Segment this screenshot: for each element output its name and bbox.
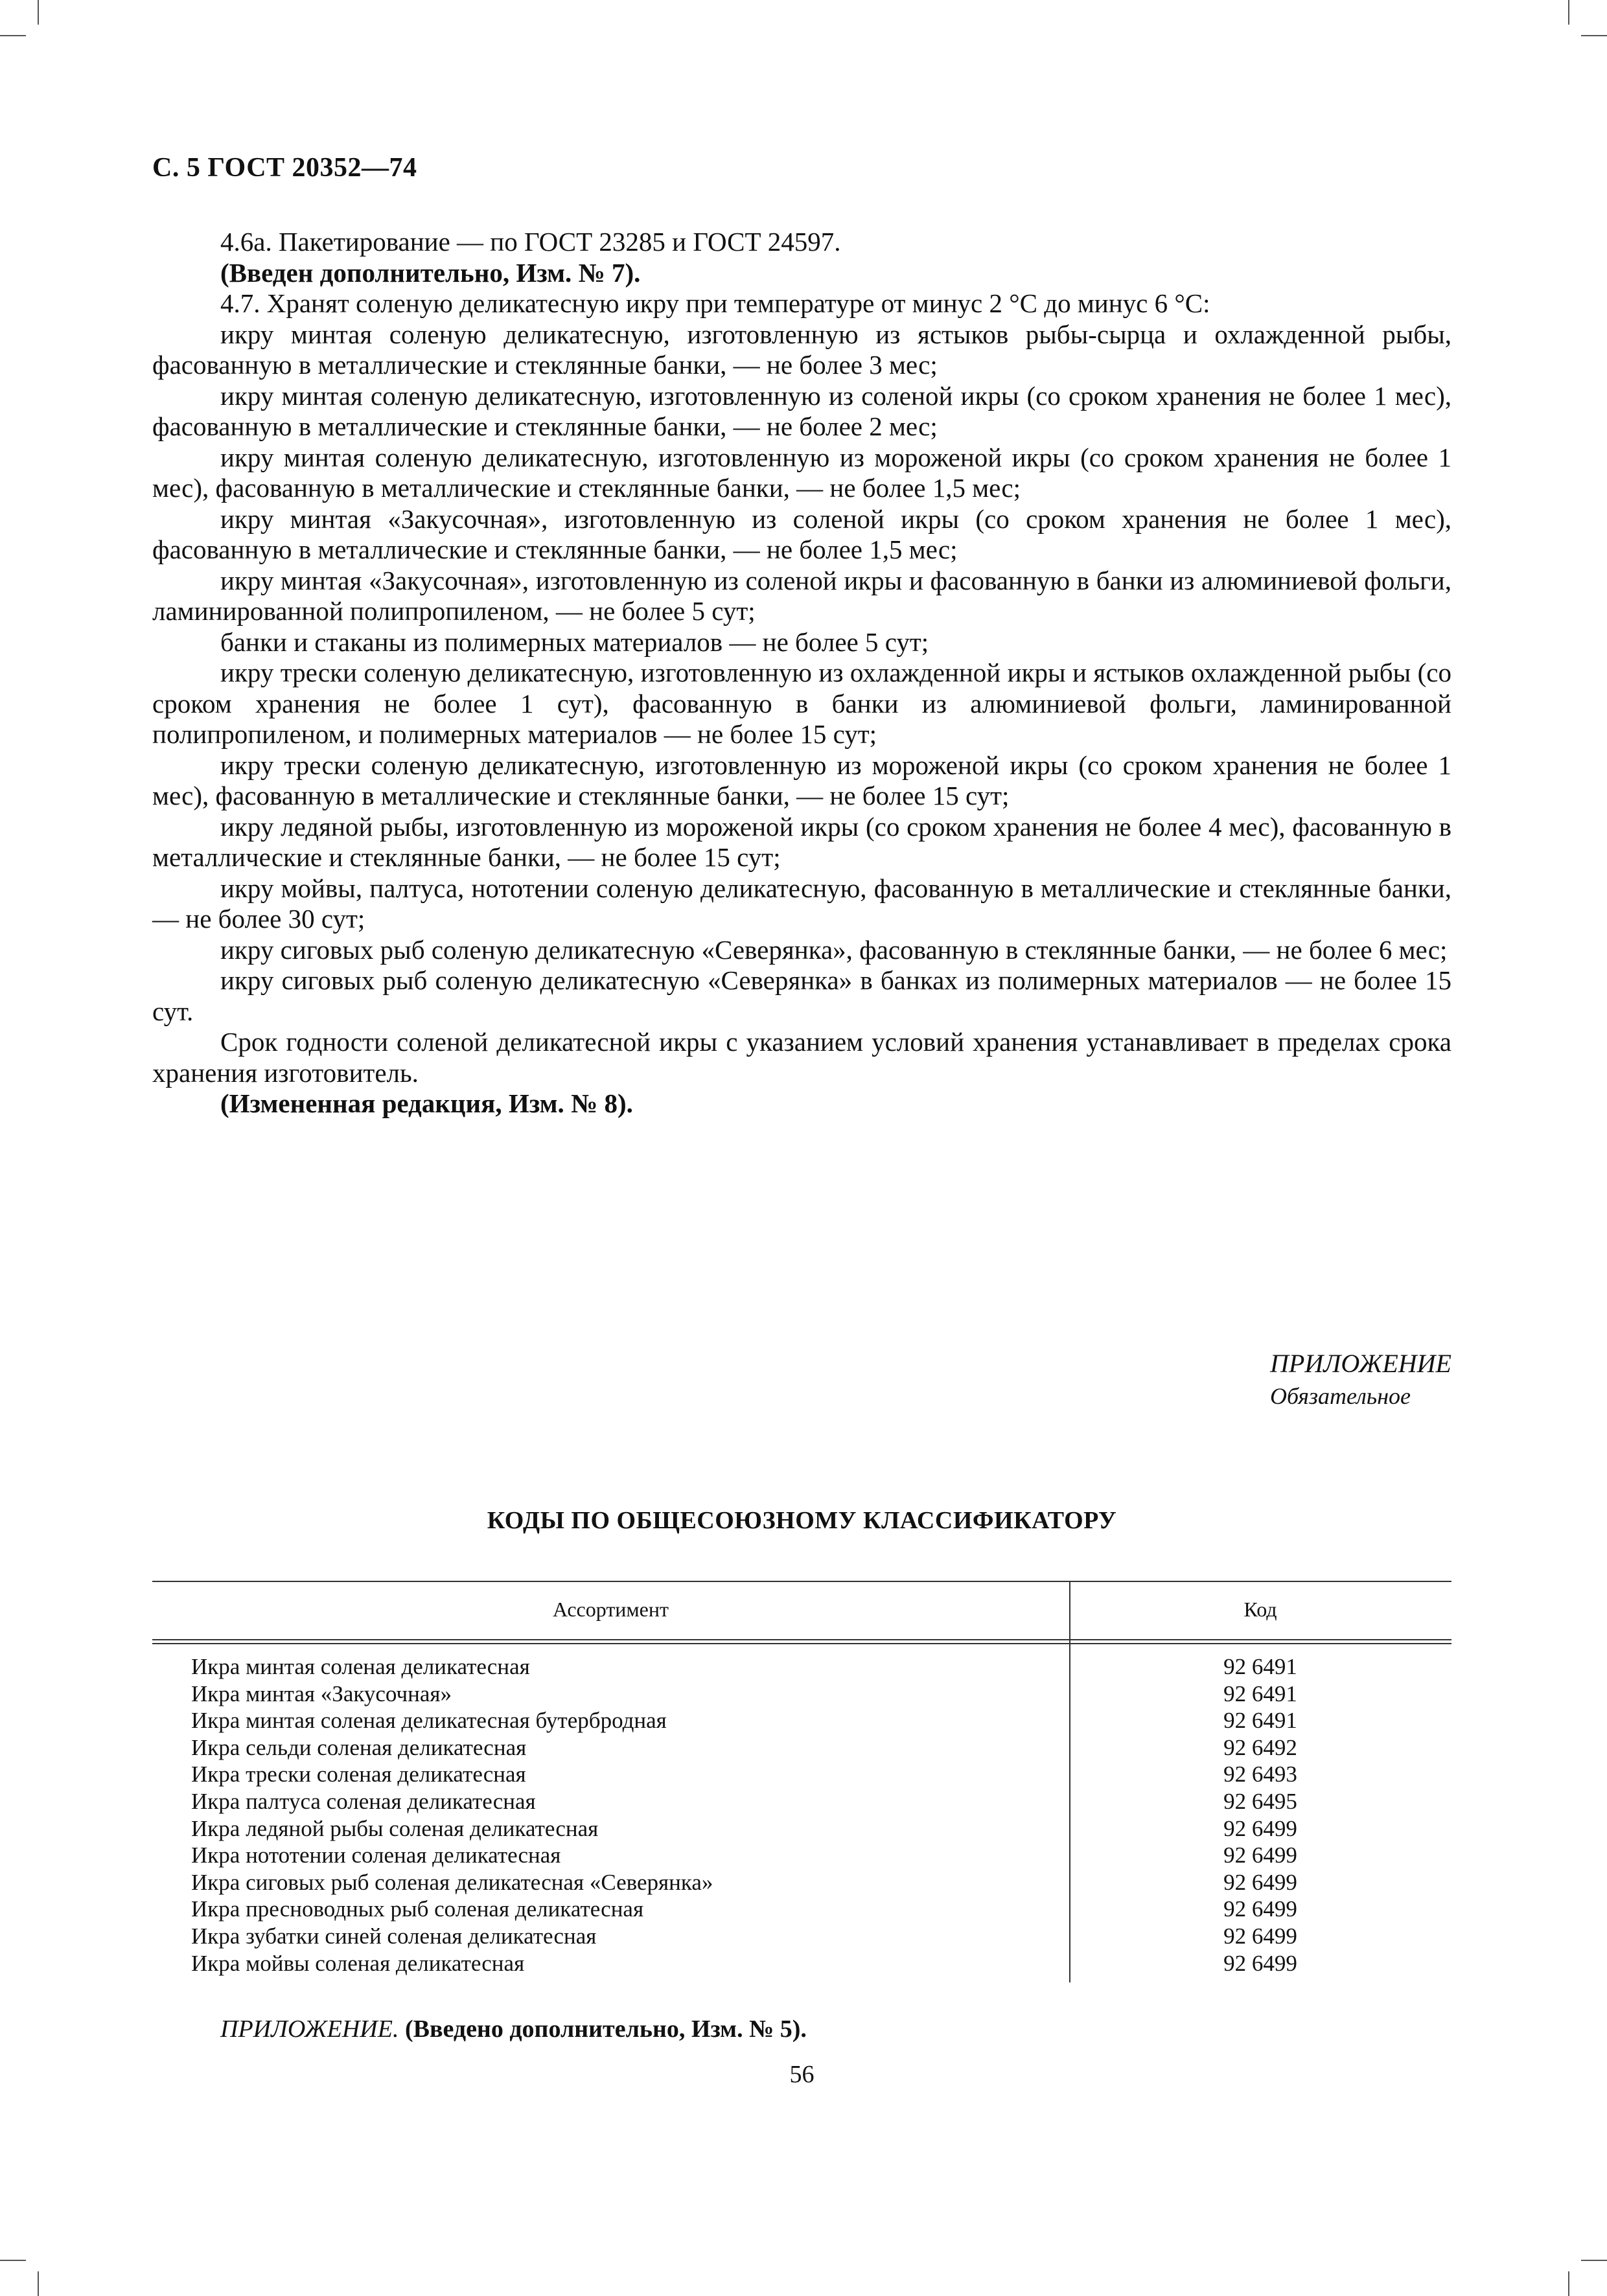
appendix-label bbox=[1270, 1348, 1451, 1412]
paragraph: икру минтая соленую деликатесную, изготовленную из мороженой икры (со сроком хранения не более 1 мес), фасованную в металлические и стеклянные банки, — не более 1,5 мес; bbox=[152, 442, 1451, 503]
table-row bbox=[152, 1869, 1451, 1896]
assortment-cell: Икра трески соленая деликатесная bbox=[191, 1762, 526, 1787]
codes-table bbox=[152, 1581, 1451, 1982]
table-row bbox=[152, 1788, 1451, 1815]
paragraph: икру трески соленую деликатесную, изготовленную из мороженой икры (со сроком хранения не более 1 мес), фасованную в металлические и стеклянные банки, — не более 15 сут; bbox=[152, 750, 1451, 810]
paragraph: икру минтая соленую деликатесную, изготовленную из ястыков рыбы-сырца и охлажденной рыбы, фасованную в металлические и стеклянные банки, — не более 3 мес; bbox=[152, 319, 1451, 380]
crop-mark bbox=[1568, 2271, 1569, 2296]
assortment-cell: Икра нототении соленая деликатесная bbox=[191, 1843, 561, 1868]
paragraph: (Измененная редакция, Изм. № 8). bbox=[220, 1088, 633, 1118]
paragraph: икру трески соленую деликатесную, изготовленную из охлажденной икры и ястыков охлажденной рыбы (со сроком хранения не более 1 сут), фасованную в банки из алюминиевой фольги, ламинированной полипропиленом, и полимерных материалов — не более 15 сут; bbox=[152, 658, 1451, 749]
column-header-code: Код bbox=[1243, 1598, 1277, 1621]
table-rule bbox=[152, 1639, 1451, 1640]
table-row bbox=[152, 1842, 1451, 1869]
table-rule bbox=[152, 1643, 1451, 1644]
page-header: С. 5 ГОСТ 20352—74 bbox=[152, 153, 417, 183]
code-cell: 92 6499 bbox=[1223, 1896, 1297, 1922]
assortment-cell: Икра сельди соленая деликатесная bbox=[191, 1734, 527, 1760]
table-row bbox=[152, 1653, 1451, 1681]
table-row bbox=[152, 1815, 1451, 1843]
body-text bbox=[152, 227, 1451, 1119]
assortment-cell: Икра сиговых рыб соленая деликатесная «Северянка» bbox=[191, 1869, 713, 1895]
code-cell: 92 6499 bbox=[1223, 1815, 1297, 1841]
paragraph: икру минтая «Закусочная», изготовленную из соленой икры (со сроком хранения не более 1 мес), фасованную в металлические и стеклянные банки, — не более 1,5 мес; bbox=[152, 503, 1451, 564]
appendix-title: ПРИЛОЖЕНИЕ bbox=[1270, 1349, 1451, 1378]
assortment-cell: Икра палтуса соленая деликатесная bbox=[191, 1788, 536, 1814]
table-row bbox=[152, 1734, 1451, 1762]
assortment-cell: Икра минтая соленая деликатесная бутербродная bbox=[191, 1708, 667, 1734]
assortment-cell: Икра ледяной рыбы соленая деликатесная bbox=[191, 1815, 599, 1841]
crop-mark bbox=[38, 2271, 39, 2296]
paragraph: (Введен дополнительно, Изм. № 7). bbox=[220, 257, 641, 288]
crop-mark bbox=[1581, 35, 1607, 36]
table-rule bbox=[152, 1581, 1451, 1582]
table-body bbox=[152, 1653, 1451, 1977]
table-row bbox=[152, 1681, 1451, 1708]
assortment-cell: Икра мойвы соленая деликатесная bbox=[191, 1950, 525, 1976]
code-cell: 92 6499 bbox=[1223, 1923, 1297, 1949]
paragraph: банки и стаканы из полимерных материалов — не более 5 сут; bbox=[220, 626, 929, 657]
paragraph: икру сиговых рыб соленую деликатесную «Северянка» в банках из полимерных материалов — не более 15 сут. bbox=[152, 965, 1451, 1026]
code-cell: 92 6499 bbox=[1223, 1869, 1297, 1895]
assortment-cell: Икра минтая «Закусочная» bbox=[191, 1681, 452, 1706]
code-cell: 92 6499 bbox=[1223, 1843, 1297, 1868]
code-cell: 92 6493 bbox=[1223, 1762, 1297, 1787]
paragraph: икру ледяной рыбы, изготовленную из мороженой икры (со сроком хранения не более 4 мес), фасованную в металлические и стеклянные банки, — не более 15 сут; bbox=[152, 811, 1451, 872]
paragraph: Срок годности соленой деликатесной икры с указанием условий хранения устанавливает в пределах срока хранения изготовитель. bbox=[152, 1027, 1451, 1088]
code-cell: 92 6491 bbox=[1223, 1708, 1297, 1734]
table-row bbox=[152, 1761, 1451, 1788]
paragraph: икру минтая соленую деликатесную, изготовленную из соленой икры (со сроком хранения не более 1 мес), фасованную в металлические и стеклянные банки, — не более 2 мес; bbox=[152, 380, 1451, 441]
footnote bbox=[220, 2015, 807, 2043]
paragraph: икру минтая «Закусочная», изготовленную из соленой икры и фасованную в банки из алюминиевой фольги, ламинированной полипропиленом, — не более 5 сут; bbox=[152, 565, 1451, 626]
crop-mark bbox=[38, 0, 39, 25]
code-cell: 92 6499 bbox=[1223, 1950, 1297, 1976]
crop-mark bbox=[0, 35, 26, 36]
footnote-note: (Введено дополнительно, Изм. № 5). bbox=[404, 2015, 807, 2043]
page-number: 56 bbox=[789, 2061, 815, 2088]
paragraph: 4.7. Хранят соленую деликатесную икру при температуре от минус 2 °С до минус 6 °С: bbox=[220, 288, 1210, 318]
code-cell: 92 6495 bbox=[1223, 1788, 1297, 1814]
assortment-cell: Икра зубатки синей соленая деликатесная bbox=[191, 1923, 597, 1949]
paragraph: икру мойвы, палтуса, нототении соленую деликатесную, фасованную в металлические и стеклянные банки, — не более 30 сут; bbox=[152, 873, 1451, 934]
table-row bbox=[152, 1707, 1451, 1734]
paragraph: икру сиговых рыб соленую деликатесную «Северянка», фасованную в стеклянные банки, — не более 6 мес; bbox=[220, 934, 1448, 965]
appendix-subtitle: Обязательное bbox=[1270, 1383, 1411, 1409]
footnote-label: ПРИЛОЖЕНИЕ. bbox=[220, 2015, 399, 2043]
code-cell: 92 6491 bbox=[1223, 1654, 1297, 1679]
table-title: КОДЫ ПО ОБЩЕСОЮЗНОМУ КЛАССИФИКАТОРУ bbox=[487, 1507, 1117, 1534]
paragraph: 4.6а. Пакетирование — по ГОСТ 23285 и ГОСТ 24597. bbox=[220, 227, 841, 257]
code-cell: 92 6492 bbox=[1223, 1734, 1297, 1760]
table-row bbox=[152, 1950, 1451, 1977]
table-row bbox=[152, 1896, 1451, 1923]
crop-mark bbox=[1568, 0, 1569, 25]
table-row bbox=[152, 1923, 1451, 1950]
assortment-cell: Икра минтая соленая деликатесная bbox=[191, 1654, 530, 1679]
code-cell: 92 6491 bbox=[1223, 1681, 1297, 1706]
crop-mark bbox=[0, 2260, 26, 2261]
crop-mark bbox=[1581, 2260, 1607, 2261]
column-header-assortment: Ассортимент bbox=[553, 1598, 669, 1621]
assortment-cell: Икра пресноводных рыб соленая деликатесная bbox=[191, 1896, 644, 1922]
